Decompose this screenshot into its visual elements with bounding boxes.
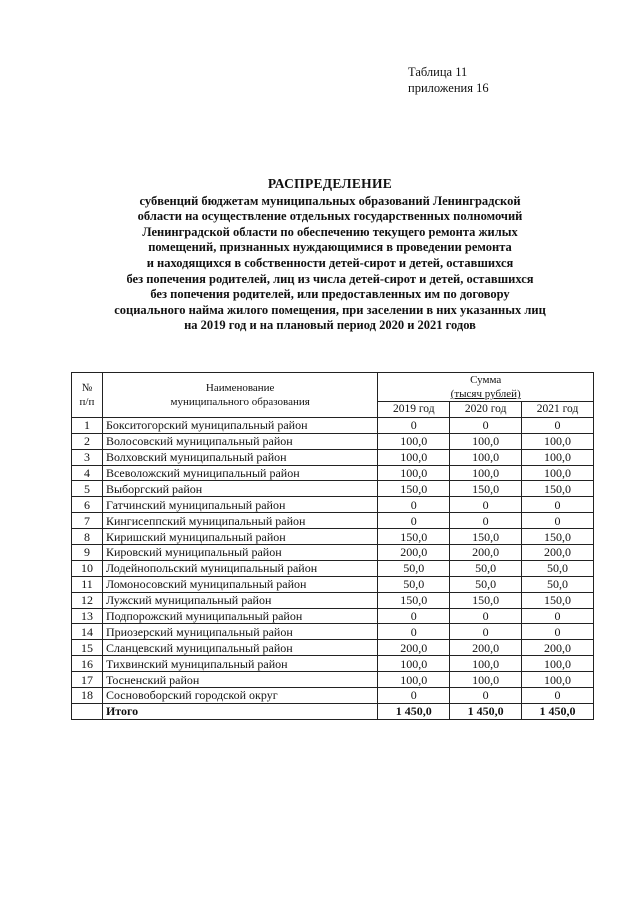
row-value-2020: 50,0: [450, 576, 522, 592]
row-number: 9: [72, 545, 103, 561]
table-row: [72, 672, 594, 688]
row-municipality: Сосновоборский городской округ: [102, 688, 377, 704]
table-row: [72, 417, 594, 433]
title-line: помещений, признанных нуждающимися в проведении ремонта: [148, 240, 512, 255]
row-municipality: Гатчинский муниципальный район: [102, 497, 377, 513]
row-value-2021: 150,0: [522, 592, 594, 608]
row-municipality: Сланцевский муниципальный район: [102, 640, 377, 656]
row-value-2020: 100,0: [450, 672, 522, 688]
row-number: 2: [72, 433, 103, 449]
row-value-2021: 0: [522, 497, 594, 513]
row-value-2021: 0: [522, 513, 594, 529]
row-value-2019: 0: [378, 688, 450, 704]
row-value-2019: 150,0: [378, 592, 450, 608]
table-row: [72, 624, 594, 640]
row-value-2019: 100,0: [378, 433, 450, 449]
header-number-line-1: №: [81, 381, 93, 394]
reference-line-2: приложения 16: [408, 81, 489, 95]
row-municipality: Киришский муниципальный район: [102, 529, 377, 545]
row-value-2021: 50,0: [522, 560, 594, 576]
row-value-2019: 0: [378, 513, 450, 529]
row-number: 6: [72, 497, 103, 513]
row-value-2021: 100,0: [522, 672, 594, 688]
row-value-2021: 50,0: [522, 576, 594, 592]
row-value-2019: 0: [378, 497, 450, 513]
row-value-2020: 0: [450, 513, 522, 529]
document-title: [80, 176, 580, 334]
header-sum: [378, 373, 594, 402]
row-number: 1: [72, 417, 103, 433]
row-number: 8: [72, 529, 103, 545]
title-line: социального найма жилого помещения, при заселении в них указанных лиц: [114, 302, 546, 317]
row-value-2020: 50,0: [450, 560, 522, 576]
table-row: [72, 608, 594, 624]
row-value-2020: 100,0: [450, 433, 522, 449]
row-value-2020: 200,0: [450, 545, 522, 561]
table-row: [72, 640, 594, 656]
row-value-2020: 150,0: [450, 529, 522, 545]
row-value-2020: 0: [450, 608, 522, 624]
row-value-2019: 100,0: [378, 656, 450, 672]
table-reference: [408, 64, 489, 96]
row-value-2021: 100,0: [522, 656, 594, 672]
row-value-2019: 50,0: [378, 576, 450, 592]
table-total-row: [72, 703, 594, 719]
header-municipality-line-1: Наименование: [205, 381, 275, 394]
row-value-2019: 50,0: [378, 560, 450, 576]
row-municipality: Бокситогорский муниципальный район: [102, 417, 377, 433]
row-value-2019: 100,0: [378, 449, 450, 465]
row-value-2021: 150,0: [522, 529, 594, 545]
table-row: [72, 497, 594, 513]
header-year-2021: 2021 год: [522, 402, 594, 418]
header-number: [72, 373, 103, 418]
row-number: 13: [72, 608, 103, 624]
table-row: [72, 592, 594, 608]
total-label: Итого: [102, 703, 377, 719]
row-number: 11: [72, 576, 103, 592]
table-row: [72, 529, 594, 545]
row-value-2019: 100,0: [378, 672, 450, 688]
row-municipality: Волосовский муниципальный район: [102, 433, 377, 449]
header-year-2019: 2019 год: [378, 402, 450, 418]
table-row: [72, 465, 594, 481]
title-line: и находящихся в собственности детей-сирот и детей, оставшихся: [146, 255, 514, 270]
total-value-2020: 1 450,0: [450, 703, 522, 719]
row-municipality: Ломоносовский муниципальный район: [102, 576, 377, 592]
row-number: 5: [72, 481, 103, 497]
row-municipality: Тихвинский муниципальный район: [102, 656, 377, 672]
row-municipality: Тосненский район: [102, 672, 377, 688]
total-value-2019: 1 450,0: [378, 703, 450, 719]
table-row: [72, 449, 594, 465]
row-value-2020: 100,0: [450, 465, 522, 481]
title-main: РАСПРЕДЕЛЕНИЕ: [267, 176, 393, 191]
title-line: на 2019 год и на плановый период 2020 и 2021 годов: [184, 318, 476, 333]
header-municipality-line-2: муниципального образования: [170, 395, 310, 408]
row-municipality: Кировский муниципальный район: [102, 545, 377, 561]
title-line: Ленинградской области по обеспечению текущего ремонта жилых: [142, 224, 518, 239]
row-number: 16: [72, 656, 103, 672]
row-value-2021: 100,0: [522, 449, 594, 465]
row-number: 7: [72, 513, 103, 529]
row-number: 4: [72, 465, 103, 481]
row-value-2021: 0: [522, 624, 594, 640]
header-sum-line-1: Сумма: [470, 374, 502, 386]
row-value-2020: 150,0: [450, 481, 522, 497]
row-value-2020: 0: [450, 688, 522, 704]
row-value-2019: 0: [378, 624, 450, 640]
title-line: без попечения родителей, или предоставленных им по договору: [150, 287, 510, 302]
row-value-2021: 200,0: [522, 545, 594, 561]
row-number: 18: [72, 688, 103, 704]
row-value-2021: 100,0: [522, 433, 594, 449]
distribution-table: [71, 372, 594, 720]
row-value-2020: 100,0: [450, 656, 522, 672]
row-value-2019: 0: [378, 417, 450, 433]
table-row: [72, 513, 594, 529]
total-value-2021: 1 450,0: [522, 703, 594, 719]
row-number: 10: [72, 560, 103, 576]
table-header-row: [72, 373, 594, 402]
row-municipality: Приозерский муниципальный район: [102, 624, 377, 640]
table-row: [72, 545, 594, 561]
row-value-2020: 200,0: [450, 640, 522, 656]
row-value-2020: 150,0: [450, 592, 522, 608]
row-number: 15: [72, 640, 103, 656]
header-number-line-2: п/п: [79, 395, 95, 408]
row-value-2021: 150,0: [522, 481, 594, 497]
row-value-2021: 100,0: [522, 465, 594, 481]
table-row: [72, 433, 594, 449]
row-municipality: Лужский муниципальный район: [102, 592, 377, 608]
row-number: 3: [72, 449, 103, 465]
table-row: [72, 560, 594, 576]
row-municipality: Волховский муниципальный район: [102, 449, 377, 465]
row-municipality: Выборгский район: [102, 481, 377, 497]
row-number: 12: [72, 592, 103, 608]
row-value-2019: 150,0: [378, 481, 450, 497]
row-value-2020: 0: [450, 417, 522, 433]
title-line: без попечения родителей, лиц из числа детей-сирот и детей, оставшихся: [126, 271, 534, 286]
row-value-2019: 100,0: [378, 465, 450, 481]
table-row: [72, 576, 594, 592]
total-number-cell: [72, 703, 103, 719]
table-row: [72, 688, 594, 704]
header-municipality: [102, 373, 377, 418]
row-value-2020: 100,0: [450, 449, 522, 465]
row-value-2021: 0: [522, 608, 594, 624]
row-value-2021: 200,0: [522, 640, 594, 656]
row-number: 14: [72, 624, 103, 640]
row-value-2020: 0: [450, 624, 522, 640]
row-value-2019: 150,0: [378, 529, 450, 545]
row-municipality: Кингисеппский муниципальный район: [102, 513, 377, 529]
row-value-2019: 0: [378, 608, 450, 624]
row-municipality: Подпорожский муниципальный район: [102, 608, 377, 624]
row-number: 17: [72, 672, 103, 688]
row-municipality: Лодейнопольский муниципальный район: [102, 560, 377, 576]
table-row: [72, 481, 594, 497]
reference-line-1: Таблица 11: [408, 65, 468, 79]
row-value-2021: 0: [522, 688, 594, 704]
row-value-2019: 200,0: [378, 545, 450, 561]
row-value-2019: 200,0: [378, 640, 450, 656]
title-line: области на осуществление отдельных государственных полномочий: [137, 209, 523, 224]
title-line: субвенций бюджетам муниципальных образований Ленинградской: [139, 193, 521, 208]
row-value-2020: 0: [450, 497, 522, 513]
header-sum-line-2: (тысяч рублей): [450, 388, 521, 400]
table-body: [72, 417, 594, 719]
table-row: [72, 656, 594, 672]
header-year-2020: 2020 год: [450, 402, 522, 418]
row-value-2021: 0: [522, 417, 594, 433]
row-municipality: Всеволожский муниципальный район: [102, 465, 377, 481]
